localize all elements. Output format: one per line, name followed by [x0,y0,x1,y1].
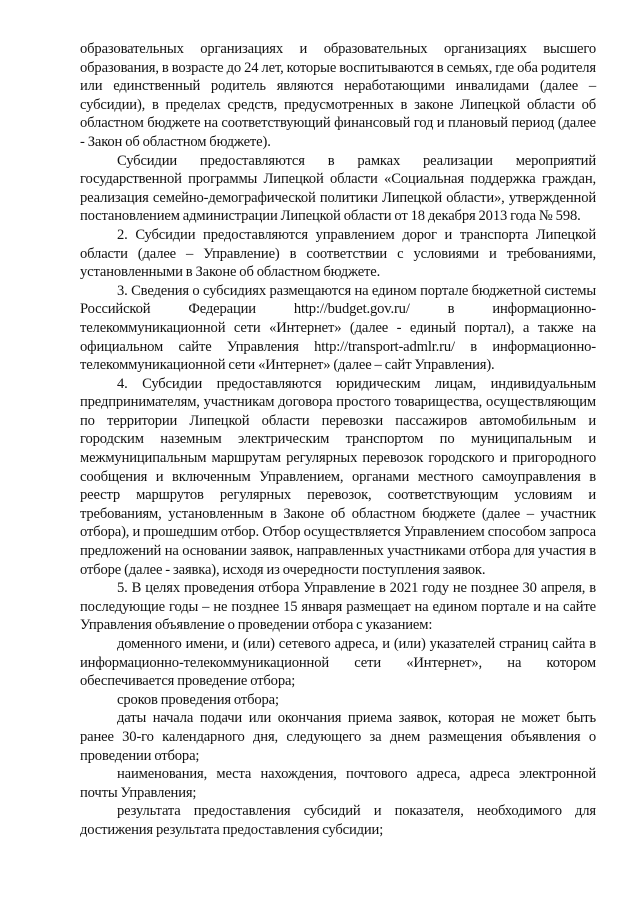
paragraph-program: Субсидии предоставляются в рамках реализации мероприятий государственной программы Липецкой области «Социальная поддержка граждан, реализация семейно-демографической политики Липецкой области», утвержденной постановлением администрации Липецкой области от 18 декабря 2013 года № 598. [80,152,596,225]
paragraph-item-3: 3. Сведения о субсидиях размещаются на едином портале бюджетной системы Российской Федерации http://budget.gov.ru/ в информационно-телекоммуникационной сети «Интернет» (далее - единый портал), а также на официальном сайте Управления http://transport-admlr.ru/ в информационно-телекоммуникационной сети «Интернет» (далее – сайт Управления). [80,282,596,374]
list-item-selection-dates: сроков проведения отбора; [117,691,279,708]
paragraph-item-2: 2. Субсидии предоставляются управлением дорог и транспорта Липецкой области (далее – Управление) в соответствии с условиями и требованиями, установленными в Законе об областном бюджете. [80,226,596,281]
paragraph-item-4: 4. Субсидии предоставляются юридическим лицам, индивидуальным предпринимателям, участникам договора простого товарищества, осуществляющим по территории Липецкой области перевозки пассажиров автомобильным и городским наземным электрическим транспортом по муниципальным и межмуниципальным маршрутам регулярных перевозок городского и пригородного сообщения и включенным Управлением, органами местного самоуправления в реестр маршрутов регулярных перевозок, соответствующим условиям и требованиям, установленным в Законе об областном бюджете (далее – участник отбора), и прошедшим отбор. Отбор осуществляется Управлением способом запроса предложений на основании заявок, направленных участниками отбора для участия в отборе (далее - заявка), исходя из очередности поступления заявок. [80,375,596,578]
list-item-application-dates: даты начала подачи или окончания приема заявок, которая не может быть ранее 30-го календарного дня, следующего за днем размещения объявления о проведении отбора; [80,710,596,764]
list-item-contacts: наименования, места нахождения, почтового адреса, адреса электронной почты Управления; [80,766,596,801]
list-item-domain-name: доменного имени, и (или) сетевого адреса, и (или) указателей страниц сайта в информационно-телекоммуникационной сети «Интернет», на котором обеспечивается проведение отбора; [80,636,596,690]
paragraph-item-5: 5. В целях проведения отбора Управление в 2021 году не позднее 30 апреля, в последующие годы – не позднее 15 января размещает на едином портале и на сайте Управления объявление о проведении отбора с указанием: [80,580,596,634]
paragraph-eligibility-continuation: образовательных организациях и образовательных организациях высшего образования, в возрасте до 24 лет, которые воспитываются в семьях, где оба родителя или единственный родитель являются неработающими инвалидами (далее – субсидии), в пределах средств, предусмотренных в законе Липецкой области об областном бюджете на соответствующий финансовый год и плановый период (далее - Закон об областном бюджете). [80,41,596,150]
list-item-result: результата предоставления субсидий и показателя, необходимого для достижения результата предоставления субсидии; [80,803,596,838]
